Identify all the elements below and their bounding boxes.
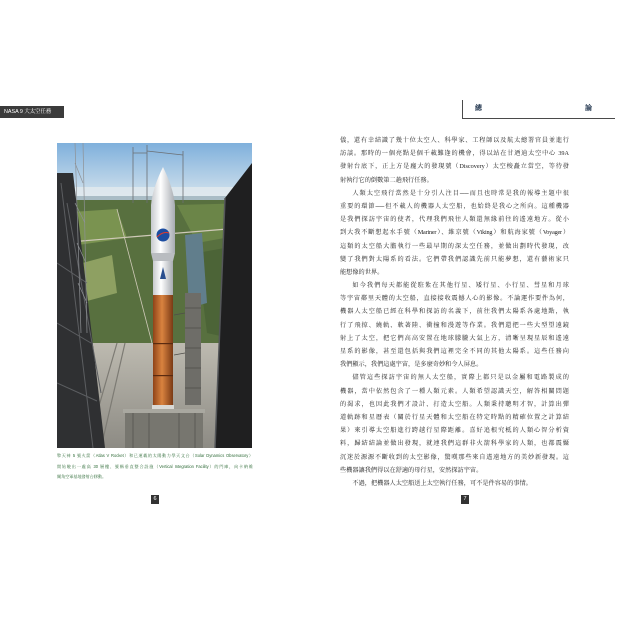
body-text-line: 我們顯示，我們這處宇宙，是多麼奇妙和令人屏息。 — [340, 361, 483, 369]
body-text-line: 道軌跡和星曆表（關於行星天體和太空船在特定時點的精確位置之計算結 — [340, 413, 569, 421]
body-text-line: 的渴求，也因此我們才設計、打造太空船。人類秉持聰明才智，計算出彈 — [340, 400, 569, 408]
atlas-v-rocket-launch-photo — [57, 143, 252, 448]
section-heading-char: 論 — [585, 104, 592, 112]
body-paragraph — [340, 477, 569, 490]
body-text-line: 果）來引導太空船進行跨越行星際距離。喜好追根究柢的人類心智分析資 — [340, 427, 569, 435]
body-text-line: 星系的影像，甚至還包括與我們這裡完全不同的其他太陽系。這些任務向 — [340, 348, 569, 355]
body-text-line: 沉迷於源源不斷收到的太空影像，驚嘆那些來自遙遠地方的美妙新發現。這 — [340, 453, 569, 461]
body-text-line: 機器，當中依然包含了一種人類元素。人類希望認識天空，解答相關問題 — [340, 387, 569, 395]
page-number: 6 — [151, 495, 159, 504]
body-paragraph — [340, 371, 569, 477]
body-paragraph — [340, 187, 569, 279]
photo-caption-line: 爾角空軍基地發射台移動。 — [57, 474, 107, 480]
photo-caption-line: 開始駛出一處高 30 層樓、號稱垂直整合設施（Vertical Integration Facility）的門庫，向卡納維 — [57, 463, 253, 469]
body-text-line: 些機器讓我們得以在舒適的母行星，安然探訪宇宙。 — [340, 466, 483, 474]
body-text-line: 到大我不斷想起水手號（Mariner）、維京號（Viking）和航海家號（Voyager） — [340, 229, 569, 237]
photo-caption-line: 擎天神 5 號火箭（Atlas V Rocket）和已運載的太陽動力學天文台（Solar Dynamics Observatory） — [57, 453, 253, 458]
body-text-line: 射上了太空，把它們高高安置在地球朦朧大氣上方，清晰呈現星辰和遙遠 — [340, 334, 569, 342]
body-paragraph — [340, 134, 569, 187]
body-text-line: 發射台底下，正上方是龐大的發現號（Discovery）太空梭矗立當空，等待發 — [340, 163, 569, 171]
page-number: 7 — [461, 495, 469, 504]
body-text-line: 這類的太空船大膽執行一些最早期的深太空任務，並做出劃時代發現，改 — [340, 242, 569, 250]
body-text-line: 如今我們每天都能從駐紮在其他行星、矮行星、小行星、彗星和月球 — [352, 282, 569, 290]
body-text-line: 人類太空飛行當然是十分引人注目──而且也時常是我的報導主題中很 — [352, 189, 569, 197]
body-text-line: 儘管這些探訪宇宙的無人太空船，實際上都只是以金屬和電路製成的 — [352, 374, 569, 382]
fairing-boattail — [151, 253, 175, 261]
photo-caption — [57, 451, 253, 483]
body-text-line: 儀，還有幸結識了幾十位太空人、科學家、工程師以及航太總署官員並進行 — [340, 137, 569, 144]
body-text-line: 是我們探訪宇宙的使者，代理我們飛往人類還無緣前往的遙遠地方。從小 — [340, 216, 569, 224]
body-paragraph — [340, 279, 569, 371]
body-text-line: 重要的環節──但不載人的機器人太空船，也始終是我心之所向。這種機器 — [340, 202, 569, 210]
body-text — [340, 134, 569, 490]
booster-stage — [153, 295, 173, 405]
body-text-line: 等宇宙鄰里天體的太空船，直接接收震撼人心的影像。不論運作要件為何， — [340, 295, 569, 303]
body-text-line: 不過，把機器人太空船送上太空執行任務，可不是件容易的事情。 — [352, 479, 532, 487]
body-text-line: 料，歸結結論並做出發現，就連我們這群非火箭科學家的人類，也都震懾 — [340, 440, 569, 448]
body-text-line: 射執行它的倒數第二趟飛行任務。 — [340, 176, 433, 184]
mobile-launch-platform — [123, 409, 205, 448]
section-heading-char: 總 — [475, 104, 482, 112]
body-text-line: 行了飛掠、繞軌、軟著陸、衝撞和漫遊等作業。我們還把一些大型望遠鏡 — [340, 321, 569, 329]
body-text-line: 變了我們對太陽系的看法。它們帶我們認識先前只能夢想，還有藝術家只 — [340, 255, 569, 263]
body-text-line: 能想像的世界。 — [340, 268, 384, 276]
atlas-v-rocket — [151, 167, 175, 413]
running-head-section — [462, 100, 615, 119]
running-head-book-title: NASA 9 大太空任務 — [0, 106, 64, 118]
body-text-line: 訪談。那時的一個亮點是個千載難逢的機會，得以站在甘迺迪太空中心 39A — [340, 150, 569, 158]
body-text-line: 機器人太空船已經在科學和探訪的名義下，前往我們太陽系各處地點，執 — [340, 308, 569, 316]
